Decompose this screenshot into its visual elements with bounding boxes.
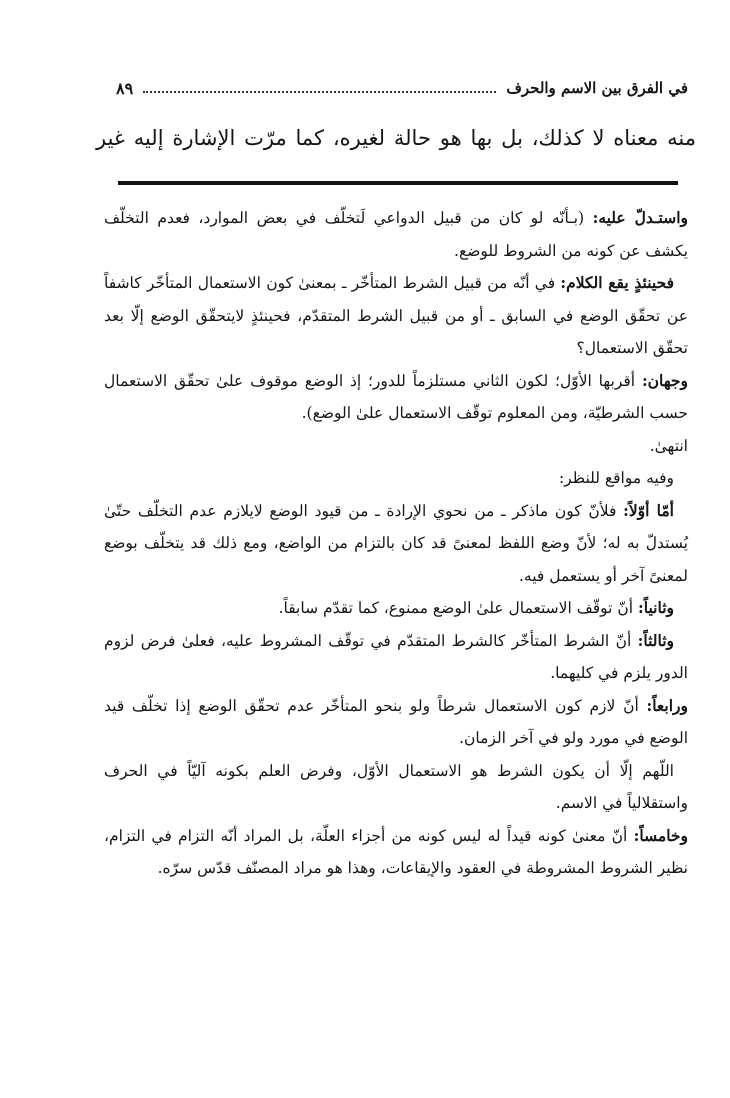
footnote-paragraph <box>104 625 688 690</box>
footnote-paragraph <box>104 820 688 885</box>
paragraph-text: فلأنّ كون ماذكر ـ من نحوي الإرادة ـ من قيود الوضع لايلازم عدم التخلّف حتّىٰ يُستدلّ به له؛ لأنّ وضع اللفظ لمعنىً قد كان بالتزام من الواضع، ومع ذلك قد يتخلّف بوضع لمعنىً آخر أو يستعمل فيه. <box>104 501 688 585</box>
paragraph-lead: أمّا أوّلاً: <box>623 500 674 520</box>
paragraph-lead: واستـدلّ عليه: <box>592 208 689 227</box>
paragraph-text: أنّ الشرط المتأخّر كالشرط المتقدّم في توقّف المشروط عليه، فعلىٰ فرض لزوم الدور يلزم في كليهما. <box>104 631 688 682</box>
header-dot-leader <box>143 91 496 93</box>
paragraph-text: أقربها الأوّل؛ لكون الثاني مستلزماً للدور؛ إذ الوضع موقوف علىٰ تحقّق الاستعمال حسب الشرطيّة، ومن المعلوم توقّف الاستعمال علىٰ الوضع). <box>104 371 688 422</box>
footnote-paragraph <box>104 592 688 625</box>
footnote-paragraph <box>104 365 688 430</box>
paragraph-text: اللّهم إلّا أن يكون الشرط هو الاستعمال الأوّل، وفرض العلم بكونه آليّاً في الحرف واستقلالياً في الاسم. <box>104 761 688 812</box>
running-title: في الفرق بين الاسم والحرف <box>506 79 688 97</box>
paragraph-lead: وخامساً: <box>633 825 688 845</box>
paragraph-lead: وثالثاً: <box>637 630 674 650</box>
paragraph-lead: فحينئذٍ يقع الكلام: <box>560 273 674 292</box>
footnotes-block <box>104 202 688 885</box>
paragraph-lead: وثانياً: <box>638 598 674 617</box>
footnote-paragraph <box>104 430 688 463</box>
footnote-paragraph <box>104 495 688 593</box>
footnote-paragraph <box>104 462 688 495</box>
footnote-paragraph <box>104 267 688 365</box>
paragraph-text: في أنّه من قبيل الشرط المتأخّر ـ بمعنىٰ كون الاستعمال المتأخّر كاشفاً عن تحقّق الوضع في السابق ـ أو من قبيل الشرط المتقدّم، فحينئذٍ لايتحقّق الوضع إلّا بعد تحقّق الاستعمال؟ <box>104 274 688 357</box>
paragraph-text: أنّ لازم كون الاستعمال شرطاً ولو بنحو المتأخّر عدم تحقّق الوضع إذا تخلّف قيد الوضع في مورد ولو في آخر الزمان. <box>104 696 688 747</box>
paragraph-text: أنّ توقّف الاستعمال علىٰ الوضع ممنوع، كما تقدّم سابقاً. <box>278 599 634 617</box>
paragraph-text: أنّ معنىٰ كونه قيداً له ليس كونه من أجزاء العلّة، بل المراد أنّه التزام في التزام، نظير الشروط المشروطة في العقود والإيقاعات، وهذا هو مراد المصنّف قدّس سرّه. <box>104 826 688 877</box>
footnote-paragraph <box>104 690 688 755</box>
paragraph-text: انتهىٰ. <box>649 436 688 455</box>
footnote-paragraph <box>104 202 688 267</box>
page-number: ٨٩ <box>116 78 134 98</box>
footnote-separator-rule <box>118 181 678 185</box>
paragraph-lead: وجهان: <box>641 370 688 390</box>
main-text-line: منه معناه لا كذلك، بل بها هو حالة لغيره، كما مرّت الإشارة إليه غير <box>96 126 696 150</box>
paragraph-text: وفيه مواقع للنظر: <box>558 469 674 487</box>
running-header <box>116 70 688 106</box>
paragraph-text: (بـأنّه لو كان من قبيل الدواعي لَتخلّف في بعض الموارد، فعدم التخلّف يكشف عن كونه من الشروط للوضع. <box>104 209 688 260</box>
footnote-paragraph <box>104 755 688 820</box>
paragraph-lead: ورابعاً: <box>646 695 688 715</box>
